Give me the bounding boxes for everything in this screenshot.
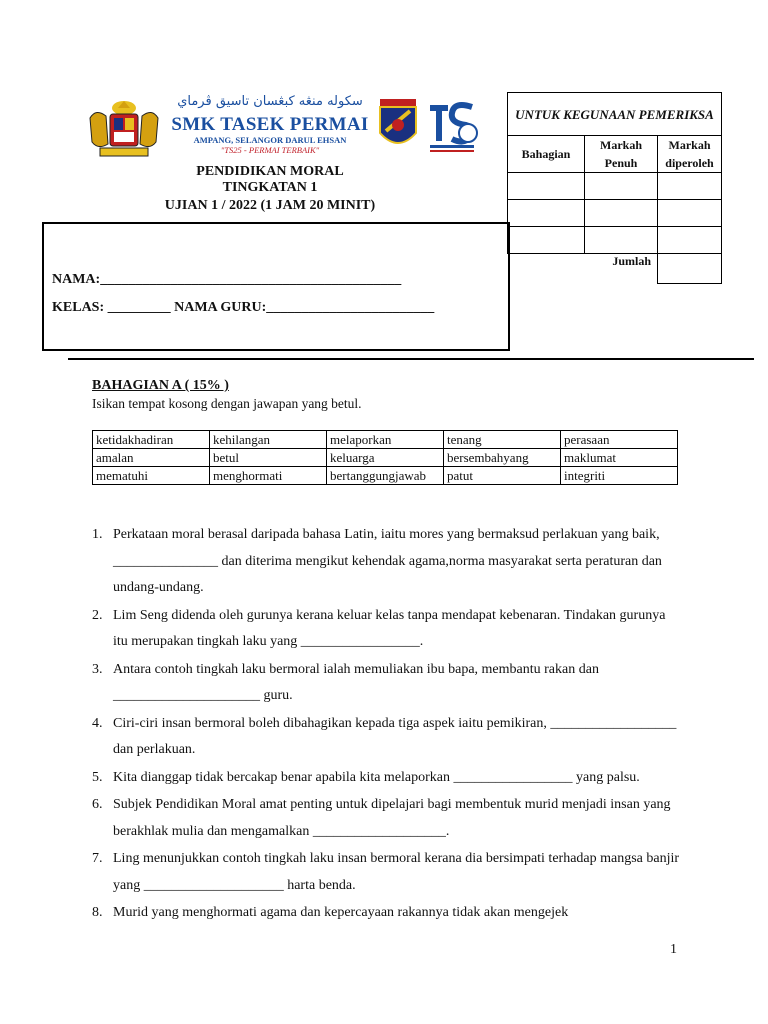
word-bank-row [93, 449, 678, 467]
question-number: 5. [92, 769, 103, 785]
word-bank-cell: menghormati [210, 467, 327, 485]
question-text: Kita dianggap tidak bercakap benar apabila kita melaporkan _________________ yang palsu. [113, 769, 640, 785]
question-text: Perkataan moral berasal daripada bahasa Latin, iaitu mores yang bermaksud perlakuan yang baik, _______________ dan diterima mengikut kehendak agama,norma masyarakat serta peraturan dan undang-undang. [113, 527, 662, 595]
question-number: 4. [92, 715, 103, 731]
question-text: Ciri-ciri insan bermoral boleh dibahagikan kepada tiga aspek iaitu pemikiran, __________________ dan perlakuan. [113, 715, 677, 757]
school-name-jawi: سکوله منڠه کبڠسان تاسيق ڤرماي [177, 94, 363, 109]
word-bank-table [92, 430, 678, 485]
marks-cell[interactable] [508, 227, 585, 254]
question-text: Ling menunjukkan contoh tingkah laku insan bermoral kerana dia bersimpati terhadap mangsa banjir yang ____________________ harta benda. [113, 851, 680, 893]
word-bank-cell: amalan [93, 449, 210, 467]
word-bank-cell: perasaan [561, 431, 678, 449]
question-item [92, 846, 682, 899]
question-text: Subjek Pendidikan Moral amat penting untuk dipelajari bagi membentuk murid menjadi insan yang berakhlak mulia dan mengamalkan ___________________. [113, 797, 671, 839]
examiner-heading: UNTUK KEGUNAAN PEMERIKSA [508, 93, 722, 136]
school-address: AMPANG, SELANGOR DARUL EHSAN [193, 135, 347, 145]
marks-cell[interactable] [585, 227, 658, 254]
divider-line [68, 358, 754, 360]
question-text: Murid yang menghormati agama dan kepercayaan rakannya tidak akan mengejek [113, 905, 569, 920]
word-bank-cell: bersembahyang [444, 449, 561, 467]
question-number: 3. [92, 661, 103, 677]
school-name: SMK TASEK PERMAI [171, 114, 369, 135]
word-bank-cell: maklumat [561, 449, 678, 467]
exam-title: UJIAN 1 / 2022 (1 JAM 20 MINIT) [164, 198, 376, 213]
total-label: Jumlah [508, 254, 658, 284]
word-bank-cell: ketidakhadiran [93, 431, 210, 449]
col-markah-penuh: Markah Penuh [585, 136, 658, 173]
word-bank-row [93, 467, 678, 485]
section-title: BAHAGIAN A ( 15% ) [92, 378, 229, 393]
class-teacher-field[interactable]: KELAS: _________ NAMA GURU:________________________ [52, 300, 435, 315]
question-number: 8. [92, 905, 103, 920]
question-item [92, 657, 682, 710]
word-bank-cell: keluarga [327, 449, 444, 467]
ts25-logo [424, 97, 480, 155]
question-list [92, 522, 682, 928]
question-number: 2. [92, 607, 103, 623]
word-bank-cell: betul [210, 449, 327, 467]
name-field[interactable]: NAMA:___________________________________________ [52, 272, 402, 287]
marks-cell[interactable] [508, 173, 585, 200]
marks-cell[interactable] [658, 173, 722, 200]
page-number: 1 [670, 942, 677, 957]
question-item [92, 603, 682, 656]
question-item [92, 522, 682, 602]
word-bank-cell: patut [444, 467, 561, 485]
question-item [92, 900, 682, 927]
marks-cell[interactable] [585, 173, 658, 200]
examiner-marks-table [507, 92, 722, 284]
word-bank-row [93, 431, 678, 449]
word-bank-cell: integriti [561, 467, 678, 485]
word-bank-cell: kehilangan [210, 431, 327, 449]
col-markah-diperoleh: Markah diperoleh [658, 136, 722, 173]
total-cell[interactable] [658, 254, 722, 284]
school-motto: "TS25 - PERMAI TERBAIK" [220, 145, 320, 155]
school-badge-logo [376, 97, 420, 155]
word-bank-cell: bertanggungjawab [327, 467, 444, 485]
question-text: Lim Seng didenda oleh gurunya kerana keluar kelas tanpa mendapat kebenaran. Tindakan gurunya itu merupakan tingkah laku yang _________________. [113, 607, 666, 649]
question-item [92, 711, 682, 764]
col-bahagian: Bahagian [508, 136, 585, 173]
marks-cell[interactable] [658, 227, 722, 254]
subject-title: PENDIDIKAN MORAL [196, 164, 344, 179]
form-level: TINGKATAN 1 [222, 180, 318, 195]
section-instruction: Isikan tempat kosong dengan jawapan yang betul. [92, 396, 362, 411]
question-number: 7. [92, 851, 103, 866]
question-text: Antara contoh tingkah laku bermoral ialah memuliakan ibu bapa, membantu rakan dan _____________________ guru. [113, 661, 599, 703]
word-bank-cell: tenang [444, 431, 561, 449]
marks-cell[interactable] [508, 200, 585, 227]
coat-of-arms-logo [82, 98, 166, 160]
question-item [92, 792, 682, 845]
word-bank-cell: melaporkan [327, 431, 444, 449]
question-number: 6. [92, 797, 103, 812]
question-item [92, 765, 682, 792]
marks-cell[interactable] [585, 200, 658, 227]
word-bank-cell: mematuhi [93, 467, 210, 485]
question-number: 1. [92, 527, 103, 542]
marks-cell[interactable] [658, 200, 722, 227]
